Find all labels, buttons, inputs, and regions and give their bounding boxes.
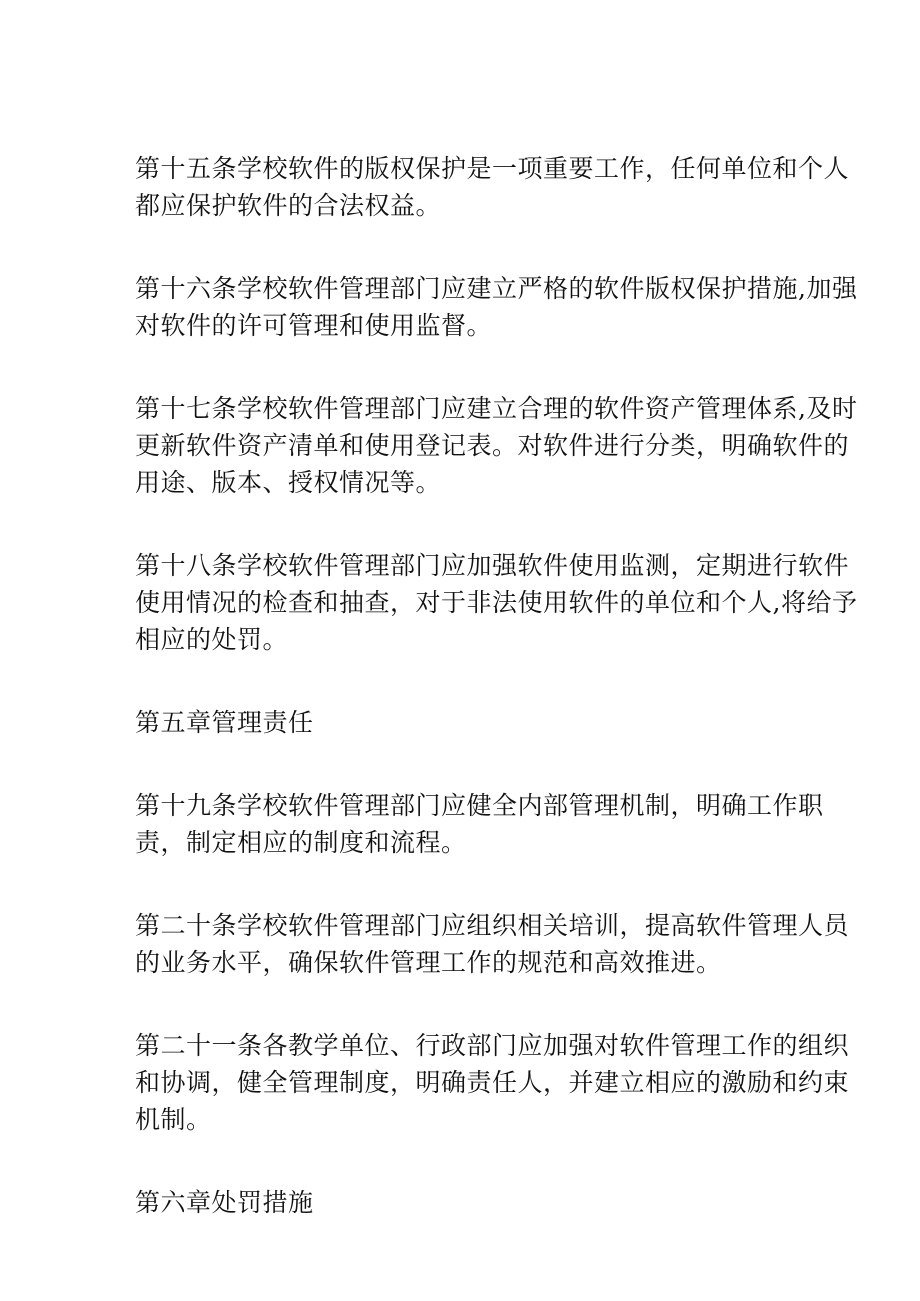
text-line: 用途、版本、授权情况等。 xyxy=(135,468,442,497)
article-18 xyxy=(135,547,858,658)
text-line: 更新软件资产清单和使用登记表。对软件进行分类，明确软件的 xyxy=(135,431,850,460)
text-line: 第二十条学校软件管理部门应组织相关培训，提高软件管理人员 xyxy=(135,911,850,940)
chapter-6-heading xyxy=(135,1184,800,1221)
article-20 xyxy=(135,907,850,981)
text-line: 都应保护软件的合法权益。 xyxy=(135,191,442,220)
text-line: 第十六条学校软件管理部门应建立严格的软件版权保护措施,加强 xyxy=(135,274,858,303)
text-line: 相应的处罚。 xyxy=(135,625,289,654)
text-line: 和协调，健全管理制度，明确责任人，并建立相应的激励和约束 xyxy=(135,1068,850,1097)
article-21 xyxy=(135,1027,850,1138)
text-line: 的业务水平，确保软件管理工作的规范和高效推进。 xyxy=(135,948,722,977)
text-line: 第十九条学校软件管理部门应健全内部管理机制，明确工作职 xyxy=(135,791,824,820)
text-line: 第十八条学校软件管理部门应加强软件使用监测，定期进行软件 xyxy=(135,551,850,580)
heading-text: 第五章管理责任 xyxy=(135,708,314,737)
text-line: 对软件的许可管理和使用监督。 xyxy=(135,311,493,340)
article-16 xyxy=(135,270,858,344)
text-line: 第十五条学校软件的版权保护是一项重要工作，任何单位和个人 xyxy=(135,154,850,183)
heading-text: 第六章处罚措施 xyxy=(135,1188,314,1217)
document-body xyxy=(135,150,858,1267)
text-line: 机制。 xyxy=(135,1105,212,1134)
article-17 xyxy=(135,390,858,501)
text-line: 第十七条学校软件管理部门应建立合理的软件资产管理体系,及时 xyxy=(135,394,858,423)
text-line: 责，制定相应的制度和流程。 xyxy=(135,828,467,857)
article-19 xyxy=(135,787,824,861)
chapter-5-heading xyxy=(135,704,800,741)
text-line: 第二十一条各教学单位、行政部门应加强对软件管理工作的组织 xyxy=(135,1031,850,1060)
article-15 xyxy=(135,150,850,224)
text-line: 使用情况的检查和抽查，对于非法使用软件的单位和个人,将给予 xyxy=(135,588,858,617)
